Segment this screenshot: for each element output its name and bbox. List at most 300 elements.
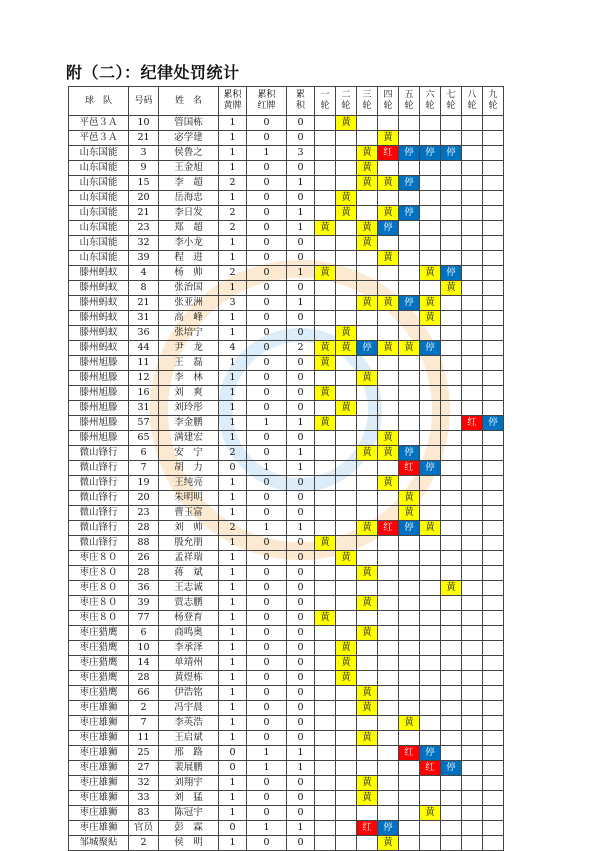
number-cell: 21 — [129, 296, 159, 311]
player-name-cell: 李金鹏 — [159, 416, 219, 431]
red-count-cell: 0 — [247, 491, 287, 506]
round-6-cell — [420, 641, 441, 656]
round-8-cell — [462, 146, 483, 161]
round-2-cell — [336, 416, 357, 431]
round-9-cell — [483, 221, 504, 236]
table-row — [69, 566, 504, 581]
number-cell: 28 — [129, 566, 159, 581]
round-1-cell: 黄 — [315, 386, 336, 401]
round-7-cell: 停 — [441, 761, 462, 776]
round-8-cell — [462, 446, 483, 461]
player-name-cell: 朱明明 — [159, 491, 219, 506]
round-8-cell: 红 — [462, 416, 483, 431]
yellow-count-cell: 1 — [219, 326, 247, 341]
page-title: 附（二）：纪律处罚统计 — [66, 63, 240, 82]
table-row — [69, 716, 504, 731]
round-5-cell — [399, 251, 420, 266]
round-3-cell: 停 — [357, 341, 378, 356]
team-cell: 山东国能 — [69, 206, 129, 221]
round-4-cell — [378, 566, 399, 581]
round-1-cell — [315, 476, 336, 491]
round-5-cell — [399, 401, 420, 416]
round-1-cell — [315, 671, 336, 686]
header-round-9: 九轮 — [483, 87, 504, 116]
round-1-cell — [315, 431, 336, 446]
round-5-cell: 停 — [399, 446, 420, 461]
number-cell: 12 — [129, 371, 159, 386]
round-2-cell — [336, 281, 357, 296]
yellow-count-cell: 1 — [219, 431, 247, 446]
round-2-cell — [336, 611, 357, 626]
yellow-count-cell: 0 — [219, 761, 247, 776]
player-name-cell: 尹 龙 — [159, 341, 219, 356]
round-2-cell — [336, 266, 357, 281]
team-cell: 枣庄雄狮 — [69, 806, 129, 821]
round-5-cell: 停 — [399, 521, 420, 536]
player-name-cell: 王志诚 — [159, 581, 219, 596]
yellow-count-cell: 1 — [219, 416, 247, 431]
round-6-cell — [420, 431, 441, 446]
round-3-cell: 黄 — [357, 626, 378, 641]
table-row — [69, 431, 504, 446]
round-8-cell — [462, 506, 483, 521]
round-9-cell — [483, 461, 504, 476]
round-2-cell — [336, 566, 357, 581]
round-9-cell — [483, 251, 504, 266]
player-name-cell: 孟祥瑞 — [159, 551, 219, 566]
accum-cell: 0 — [287, 401, 315, 416]
table-row — [69, 401, 504, 416]
round-6-cell — [420, 251, 441, 266]
round-8-cell — [462, 626, 483, 641]
number-cell: 2 — [129, 701, 159, 716]
header-round-1: 一轮 — [315, 87, 336, 116]
round-8-cell — [462, 461, 483, 476]
number-cell: 21 — [129, 131, 159, 146]
red-count-cell: 0 — [247, 311, 287, 326]
yellow-count-cell: 4 — [219, 341, 247, 356]
yellow-count-cell: 1 — [219, 251, 247, 266]
red-count-cell: 0 — [247, 671, 287, 686]
round-1-cell — [315, 716, 336, 731]
round-9-cell — [483, 476, 504, 491]
round-6-cell: 黄 — [420, 266, 441, 281]
yellow-count-cell: 0 — [219, 461, 247, 476]
round-2-cell — [336, 221, 357, 236]
round-8-cell — [462, 296, 483, 311]
round-6-cell: 黄 — [420, 806, 441, 821]
round-6-cell — [420, 236, 441, 251]
round-8-cell — [462, 341, 483, 356]
round-7-cell — [441, 596, 462, 611]
round-1-cell — [315, 326, 336, 341]
header-number: 号码 — [129, 87, 159, 116]
number-cell: 44 — [129, 341, 159, 356]
player-name-cell: 杨 帅 — [159, 266, 219, 281]
round-2-cell: 黄 — [336, 341, 357, 356]
yellow-count-cell: 1 — [219, 656, 247, 671]
accum-cell: 1 — [287, 821, 315, 836]
round-7-cell: 黄 — [441, 581, 462, 596]
table-row — [69, 476, 504, 491]
round-2-cell — [336, 131, 357, 146]
team-cell: 滕州旭滕 — [69, 371, 129, 386]
round-7-cell — [441, 491, 462, 506]
team-cell: 微山锋行 — [69, 446, 129, 461]
accum-cell: 0 — [287, 491, 315, 506]
round-3-cell: 黄 — [357, 146, 378, 161]
round-1-cell — [315, 701, 336, 716]
round-8-cell — [462, 611, 483, 626]
round-7-cell: 黄 — [441, 281, 462, 296]
accum-cell: 0 — [287, 596, 315, 611]
table-row — [69, 221, 504, 236]
round-9-cell — [483, 161, 504, 176]
red-count-cell: 0 — [247, 326, 287, 341]
yellow-count-cell: 1 — [219, 626, 247, 641]
round-4-cell — [378, 656, 399, 671]
team-cell: 枣庄雄狮 — [69, 821, 129, 836]
round-6-cell: 黄 — [420, 311, 441, 326]
accum-cell: 1 — [287, 206, 315, 221]
round-5-cell: 黄 — [399, 341, 420, 356]
round-9-cell — [483, 551, 504, 566]
red-count-cell: 0 — [247, 581, 287, 596]
number-cell: 6 — [129, 626, 159, 641]
round-4-cell: 停 — [378, 221, 399, 236]
red-count-cell: 0 — [247, 536, 287, 551]
round-1-cell — [315, 686, 336, 701]
round-6-cell — [420, 491, 441, 506]
round-4-cell — [378, 281, 399, 296]
round-6-cell — [420, 566, 441, 581]
number-cell: 39 — [129, 596, 159, 611]
red-count-cell: 0 — [247, 401, 287, 416]
round-9-cell — [483, 176, 504, 191]
team-cell: 微山锋行 — [69, 506, 129, 521]
round-1-cell — [315, 251, 336, 266]
round-2-cell — [336, 446, 357, 461]
round-4-cell — [378, 191, 399, 206]
round-1-cell — [315, 146, 336, 161]
header-round-4: 四轮 — [378, 87, 399, 116]
round-4-cell — [378, 461, 399, 476]
number-cell: 28 — [129, 521, 159, 536]
round-1-cell — [315, 746, 336, 761]
round-6-cell — [420, 611, 441, 626]
round-6-cell — [420, 416, 441, 431]
round-5-cell — [399, 836, 420, 851]
number-cell: 57 — [129, 416, 159, 431]
round-6-cell — [420, 221, 441, 236]
round-5-cell — [399, 371, 420, 386]
round-3-cell — [357, 506, 378, 521]
accum-cell: 0 — [287, 806, 315, 821]
yellow-count-cell: 1 — [219, 596, 247, 611]
red-count-cell: 0 — [247, 836, 287, 851]
round-4-cell — [378, 551, 399, 566]
round-2-cell: 黄 — [336, 401, 357, 416]
number-cell: 官员 — [129, 821, 159, 836]
round-2-cell — [336, 371, 357, 386]
header-round-6: 六轮 — [420, 87, 441, 116]
round-4-cell — [378, 806, 399, 821]
player-name-cell: 伊浩铭 — [159, 686, 219, 701]
yellow-count-cell: 1 — [219, 356, 247, 371]
round-5-cell: 停 — [399, 146, 420, 161]
round-3-cell — [357, 251, 378, 266]
number-cell: 32 — [129, 776, 159, 791]
header-round-8: 八轮 — [462, 87, 483, 116]
round-9-cell — [483, 431, 504, 446]
round-7-cell — [441, 206, 462, 221]
team-cell: 枣庄８０ — [69, 566, 129, 581]
round-6-cell — [420, 116, 441, 131]
table-header-row — [69, 87, 504, 116]
round-2-cell — [336, 431, 357, 446]
round-9-cell — [483, 236, 504, 251]
round-2-cell — [336, 776, 357, 791]
table-row — [69, 386, 504, 401]
round-1-cell — [315, 131, 336, 146]
round-8-cell — [462, 236, 483, 251]
table-row — [69, 116, 504, 131]
round-9-cell — [483, 206, 504, 221]
round-7-cell — [441, 806, 462, 821]
team-cell: 微山锋行 — [69, 476, 129, 491]
round-6-cell — [420, 626, 441, 641]
round-3-cell: 黄 — [357, 596, 378, 611]
round-3-cell: 黄 — [357, 686, 378, 701]
player-name-cell: 商鸣奥 — [159, 626, 219, 641]
round-7-cell — [441, 221, 462, 236]
round-2-cell — [336, 386, 357, 401]
round-7-cell — [441, 626, 462, 641]
round-3-cell: 黄 — [357, 176, 378, 191]
yellow-count-cell: 1 — [219, 836, 247, 851]
round-3-cell — [357, 206, 378, 221]
accum-cell: 0 — [287, 191, 315, 206]
accum-cell: 0 — [287, 131, 315, 146]
red-count-cell: 0 — [247, 341, 287, 356]
round-5-cell — [399, 686, 420, 701]
round-1-cell — [315, 176, 336, 191]
number-cell: 14 — [129, 656, 159, 671]
round-8-cell — [462, 746, 483, 761]
round-9-cell — [483, 296, 504, 311]
table-row — [69, 776, 504, 791]
round-1-cell — [315, 626, 336, 641]
round-1-cell — [315, 206, 336, 221]
player-name-cell: 王 磊 — [159, 356, 219, 371]
round-5-cell — [399, 536, 420, 551]
accum-cell: 0 — [287, 656, 315, 671]
team-cell: 微山锋行 — [69, 536, 129, 551]
player-name-cell: 邢 路 — [159, 746, 219, 761]
red-count-cell: 0 — [247, 701, 287, 716]
red-count-cell: 1 — [247, 521, 287, 536]
round-6-cell — [420, 476, 441, 491]
number-cell: 7 — [129, 461, 159, 476]
round-2-cell — [336, 836, 357, 851]
round-3-cell — [357, 281, 378, 296]
number-cell: 65 — [129, 431, 159, 446]
round-4-cell — [378, 611, 399, 626]
team-cell: 滕州旭滕 — [69, 356, 129, 371]
accum-cell: 0 — [287, 671, 315, 686]
table-row — [69, 761, 504, 776]
number-cell: 3 — [129, 146, 159, 161]
round-9-cell — [483, 821, 504, 836]
accum-cell: 0 — [287, 281, 315, 296]
team-cell: 山东国能 — [69, 146, 129, 161]
round-7-cell — [441, 611, 462, 626]
round-5-cell — [399, 161, 420, 176]
round-5-cell: 黄 — [399, 506, 420, 521]
round-7-cell — [441, 311, 462, 326]
yellow-count-cell: 2 — [219, 176, 247, 191]
yellow-count-cell: 2 — [219, 221, 247, 236]
number-cell: 66 — [129, 686, 159, 701]
number-cell: 25 — [129, 746, 159, 761]
round-2-cell — [336, 806, 357, 821]
accum-cell: 0 — [287, 506, 315, 521]
round-8-cell — [462, 701, 483, 716]
round-2-cell — [336, 176, 357, 191]
red-count-cell: 0 — [247, 266, 287, 281]
number-cell: 11 — [129, 731, 159, 746]
round-1-cell — [315, 776, 336, 791]
round-1-cell — [315, 401, 336, 416]
round-5-cell — [399, 791, 420, 806]
round-6-cell — [420, 791, 441, 806]
round-2-cell — [336, 686, 357, 701]
team-cell: 滕州旭滕 — [69, 416, 129, 431]
red-count-cell: 0 — [247, 371, 287, 386]
round-4-cell — [378, 716, 399, 731]
table-row — [69, 506, 504, 521]
round-3-cell — [357, 461, 378, 476]
round-6-cell: 红 — [420, 761, 441, 776]
red-count-cell: 0 — [247, 446, 287, 461]
round-2-cell: 黄 — [336, 191, 357, 206]
team-cell: 枣庄猎鹰 — [69, 686, 129, 701]
round-2-cell: 黄 — [336, 641, 357, 656]
round-5-cell — [399, 806, 420, 821]
accum-cell: 0 — [287, 626, 315, 641]
round-4-cell — [378, 116, 399, 131]
accum-cell: 0 — [287, 686, 315, 701]
player-name-cell: 彭 霖 — [159, 821, 219, 836]
accum-cell: 0 — [287, 326, 315, 341]
yellow-count-cell: 1 — [219, 566, 247, 581]
table-row — [69, 371, 504, 386]
round-9-cell — [483, 446, 504, 461]
number-cell: 31 — [129, 401, 159, 416]
accum-cell: 3 — [287, 146, 315, 161]
round-5-cell — [399, 626, 420, 641]
team-cell: 平邑３Ａ — [69, 116, 129, 131]
team-cell: 枣庄雄狮 — [69, 761, 129, 776]
accum-cell: 0 — [287, 566, 315, 581]
round-4-cell: 黄 — [378, 131, 399, 146]
round-7-cell — [441, 356, 462, 371]
accum-cell: 0 — [287, 356, 315, 371]
team-cell: 滕州蚂蚁 — [69, 311, 129, 326]
round-8-cell — [462, 206, 483, 221]
round-2-cell: 黄 — [336, 551, 357, 566]
round-7-cell: 停 — [441, 146, 462, 161]
round-8-cell — [462, 821, 483, 836]
round-3-cell — [357, 326, 378, 341]
round-9-cell — [483, 806, 504, 821]
player-name-cell: 黄煜栋 — [159, 671, 219, 686]
red-count-cell: 0 — [247, 221, 287, 236]
round-9-cell — [483, 311, 504, 326]
player-name-cell: 刘 爽 — [159, 386, 219, 401]
round-6-cell — [420, 356, 441, 371]
red-count-cell: 0 — [247, 296, 287, 311]
red-count-cell: 0 — [247, 791, 287, 806]
table-row — [69, 131, 504, 146]
team-cell: 枣庄猎鹰 — [69, 626, 129, 641]
round-4-cell — [378, 776, 399, 791]
round-5-cell — [399, 311, 420, 326]
round-1-cell — [315, 506, 336, 521]
round-1-cell — [315, 371, 336, 386]
header-red: 累积红牌 — [247, 87, 287, 116]
red-count-cell: 0 — [247, 776, 287, 791]
round-2-cell — [336, 311, 357, 326]
round-3-cell — [357, 671, 378, 686]
accum-cell: 0 — [287, 551, 315, 566]
round-8-cell — [462, 551, 483, 566]
table-row — [69, 296, 504, 311]
round-9-cell — [483, 656, 504, 671]
round-9-cell — [483, 266, 504, 281]
round-6-cell — [420, 371, 441, 386]
round-2-cell — [336, 476, 357, 491]
number-cell: 33 — [129, 791, 159, 806]
table-row — [69, 236, 504, 251]
team-cell: 枣庄８０ — [69, 551, 129, 566]
round-1-cell — [315, 446, 336, 461]
table-row — [69, 536, 504, 551]
round-6-cell — [420, 131, 441, 146]
round-7-cell — [441, 446, 462, 461]
round-1-cell — [315, 236, 336, 251]
accum-cell: 0 — [287, 371, 315, 386]
round-8-cell — [462, 836, 483, 851]
round-7-cell — [441, 731, 462, 746]
team-cell: 微山锋行 — [69, 521, 129, 536]
round-6-cell — [420, 551, 441, 566]
number-cell: 77 — [129, 611, 159, 626]
number-cell: 36 — [129, 326, 159, 341]
round-5-cell — [399, 566, 420, 581]
round-7-cell — [441, 746, 462, 761]
round-9-cell — [483, 671, 504, 686]
player-name-cell: 侯 明 — [159, 836, 219, 851]
team-cell: 枣庄８０ — [69, 581, 129, 596]
round-5-cell: 红 — [399, 746, 420, 761]
round-4-cell: 黄 — [378, 341, 399, 356]
round-3-cell: 黄 — [357, 161, 378, 176]
round-7-cell — [441, 326, 462, 341]
round-3-cell — [357, 641, 378, 656]
round-5-cell — [399, 641, 420, 656]
round-2-cell — [336, 701, 357, 716]
